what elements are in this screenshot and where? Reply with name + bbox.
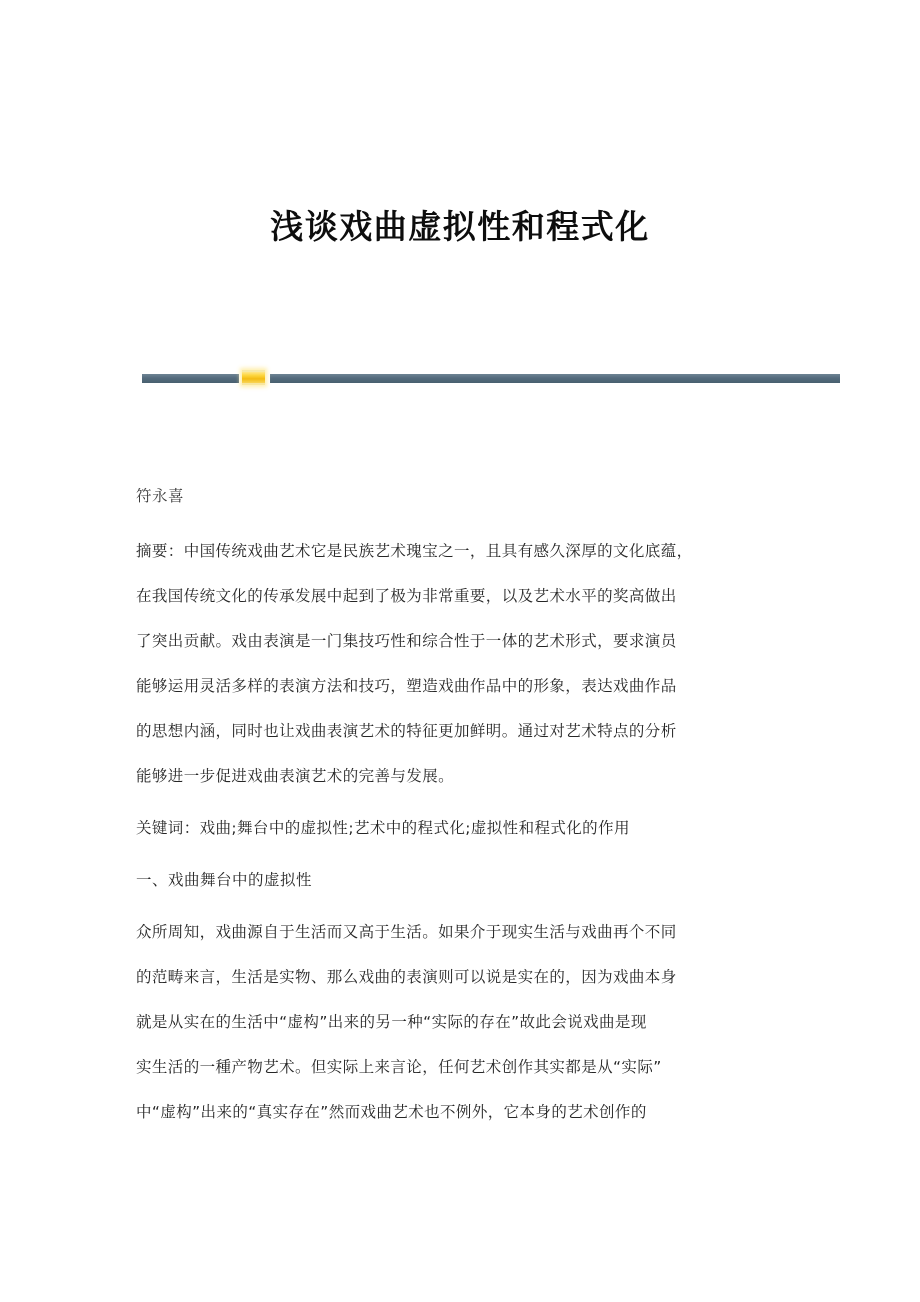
abstract-line: 的思想内涵，同时也让戏曲表演艺术的特征更加鲜明。通过对艺术特点的分析: [136, 722, 677, 740]
keywords-line: 关键词：戏曲;舞台中的虚拟性;艺术中的程式化;虚拟性和程式化的作用: [136, 819, 630, 837]
section-body-paragraph: [136, 910, 796, 1135]
spacer: [136, 903, 796, 910]
abstract-line: 了突出贡献。戏由表演是一门集技巧性和综合性于一体的艺术形式，要求演员: [136, 632, 677, 650]
section-heading-1: 一、戏曲舞台中的虚拟性: [136, 871, 313, 889]
abstract-line: 在我国传统文化的传承发展中起到了极为非常重要，以及艺术水平的奖高做出: [136, 587, 677, 605]
page-title: 浅谈戏曲虚拟性和程式化: [270, 207, 650, 246]
body-line: 就是从实在的生活中“虚构”出来的另一种“实际的存在”故此会说戏曲是现: [136, 1013, 647, 1031]
body-line: 中“虚构”出来的“真实存在”然而戏曲艺术也不例外，它本身的艺术创作的: [136, 1103, 647, 1121]
abstract-line: 能够进一步促进戏曲表演艺术的完善与发展。: [136, 767, 455, 785]
title-area: [0, 206, 920, 247]
document-body: [136, 474, 796, 1135]
spacer: [136, 851, 796, 858]
body-line: 众所周知，戏曲源自于生活而又高于生活。如果介于现实生活与戏曲再个不同: [136, 923, 677, 941]
abstract-paragraph: [136, 529, 796, 799]
spacer: [136, 799, 796, 806]
gold-square-accent-icon: [242, 370, 265, 385]
author-name: 符永喜: [136, 487, 185, 505]
abstract-line: 能够运用灵活多样的表演方法和技巧，塑造戏曲作品中的形象，表达戏曲作品: [136, 677, 677, 695]
decorative-divider: [142, 370, 840, 384]
abstract-line: 摘要：中国传统戏曲艺术它是民族艺术瑰宝之一，且具有感久深厚的文化底蕴，: [136, 542, 693, 560]
body-line: 的范畴来言，生活是实物、那么戏曲的表演则可以说是实在的，因为戏曲本身: [136, 968, 677, 986]
body-line: 实生活的一種产物艺术。但实际上来言论，任何艺术创作其实都是从“实际”: [136, 1058, 662, 1076]
